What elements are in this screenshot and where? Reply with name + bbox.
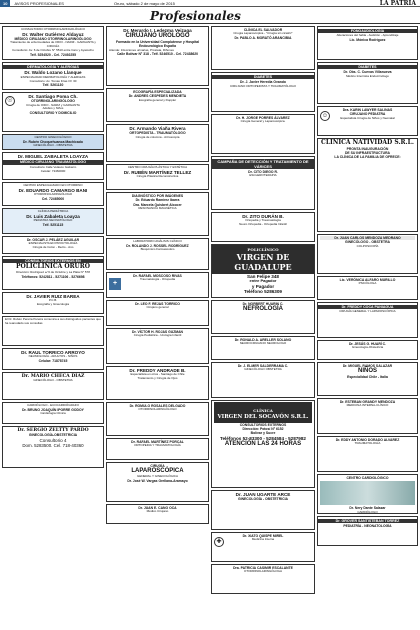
ad-rejas [106, 300, 209, 326]
ad-doctor-name: Dr. ROMULO ROSALES DELGADO [129, 404, 186, 408]
ad-address: y Pagador [251, 283, 275, 289]
ad-phone: Telf. 5254520 - Cel. 72492255 [29, 52, 77, 57]
ad-address: Consultorio: Av. Tomas Frias Of. 30 [29, 78, 77, 83]
newspaper-brand: LA PATRIA [379, 0, 416, 7]
ad-doctor-name: Dr. JUAN UGARTE ARCE [235, 492, 291, 497]
top-bar [0, 0, 420, 7]
ad-specialty: OTORRINOLARINGÓLOGO [33, 192, 73, 197]
ad-category: CENTRO CIRUGÍA PLÁSTICA Y ESTÉTICA [127, 165, 188, 169]
ad-specialty: Cirugía Plástica Reconstructiva [136, 174, 179, 179]
ad-hours: ATENCIÓN LAS 24 HORAS [224, 440, 302, 447]
ad-specialty: CIRUJANO UROLOGO [125, 33, 190, 40]
issue-date: Oruro, sábado 2 de mayo de 2015 [113, 0, 175, 6]
ad-specialty: GINECÓLOGO - OBSTETRA [33, 143, 73, 147]
ad-doctor-name: Dr. ESTEBAN GRANDY MENDOZA [339, 400, 396, 404]
ad-doctor-name: Dr. ANDRES CESPEDES MENDIETA [128, 94, 187, 99]
section-header [0, 8, 420, 24]
ad-doctor-name: Lic. VERÓNICA ALFARO MURILLO [339, 278, 396, 282]
ad-porres [211, 114, 315, 154]
ad-specialty: PEDIATRA NEONATÓLOGO [33, 218, 73, 223]
ad-doctor-name: Dr. J. Javier Heredia Ovando [240, 80, 286, 85]
ad-doctor-name: Dr. RAFAEL MARTÍNEZ PORCAL [131, 440, 184, 444]
ad-centro-ginecologico [2, 134, 104, 150]
ad-doctor-name: Dr. RUBÉN MARTÍNEZ TELLEZ [123, 169, 192, 175]
ad-category: CONSULTORIO OTORRINOLARINGOLÓGICO [21, 27, 85, 31]
ad-specialty: NEUMOLOGÍA - ADULTOS - NIÑOS [28, 354, 78, 359]
ad-category: CLÍNICA PEDIÁTRICA [37, 209, 69, 213]
ad-specialty: Ecografía y Ginecología [36, 302, 70, 307]
ad-specialty: MÉDICO CIRUJANO OTORRINOLARINGÓLOGO [14, 37, 92, 42]
ad-doctor-name: Dr. OSCAR J. PELÁEZ AGUILAR [26, 238, 80, 242]
ad-address: Dirección: Rodríguez e/ 6 de Octubre y La Plata N° 578 [16, 270, 90, 275]
ad-phone: Celular: 72460000 [40, 168, 66, 173]
ad-specialty: Cirugía Pediátrica - Urología Infantil [133, 333, 182, 338]
ad-text: Cirugía de Colon - Recto - Ano [32, 245, 74, 249]
ad-heading: CONSULTORIOS EXTERNOS EN [3, 259, 103, 263]
ad-specialty: Bioquímico Farmacéutico [140, 247, 175, 251]
ad-virgen-guadalupe [211, 244, 315, 298]
ad-category: CENTRO ESPECIALIZADO EN OTORRINO [23, 183, 83, 187]
ad-doctor-name: Dr. Walter Gutiérrez Aldayuz [22, 31, 84, 37]
column-2 [106, 26, 209, 626]
ad-specialty: GINECÓLOGO - OBSTETRA [344, 240, 391, 245]
ad-specialty: TRAUMATOLOGÍA [354, 441, 381, 446]
ad-text: Cirugía de columna - Artroscopía [135, 134, 180, 139]
ad-clinic-name: VIRGEN DEL SOCAVÓN S.R.L. [217, 414, 309, 420]
ad-doctor-name: Dr. MARIO CHECA DIAZ [21, 374, 85, 379]
ad-doctor-name: Dr. EDDY ANTONIO DORADO ALVAREZ [335, 438, 400, 442]
ad-phone: Teléfonos 52-83300 - 5284584 - 5287982 [220, 435, 306, 441]
ad-doctor-name: Dr. FREDDY ANDRADE B. [129, 368, 186, 373]
ad-andrade [106, 366, 209, 400]
ad-doctor-name: Dr. JAVIER RUIZ BAREA [26, 294, 80, 299]
ad-text: Atiende: Infecciones urinarias, Próstata, Riñones [109, 47, 174, 52]
ear-icon: ☉ [5, 96, 15, 106]
ad-specialty: ORTOPEDIA Y TRAUMATOLOGÍA [134, 443, 181, 448]
ad-category: CLÍNICA [253, 408, 273, 413]
child-icon: ☺ [321, 113, 329, 119]
ad-specialty: Cirugía General y Laparoscópica. [240, 119, 286, 124]
ad-specialty: MEDICINA INTERNA-CLÍNICO [346, 403, 389, 408]
ad-ugarte [211, 490, 315, 530]
ad-specialty: Médico Internista Endocrinólogo [346, 73, 389, 78]
ad-doctor-name: Dr. J. ELMER SALDERRAMA C. [237, 364, 289, 368]
ad-diagnostico-imagenes [106, 192, 209, 236]
ad-category: ECOGRAFÍA ESPECIALIZADA [133, 90, 182, 94]
ad-phone: Teléfonos: 5242811 - 5271106 - 5276698 [21, 275, 85, 280]
ad-doctor-name: Dr. RAFAEL MOSCOSO RIVAS [133, 274, 182, 278]
ad-ledezma [106, 26, 209, 86]
ad-text: CONSULTORIOS EXTERNOS [239, 422, 287, 427]
ad-text: DE SU INFRAESTRUCTURA [344, 151, 391, 156]
ad-specialty: LAPAROSCÓPICA [131, 468, 184, 475]
ad-phone: Telf. 5261130 [42, 83, 64, 88]
ad-pelaez [2, 236, 104, 254]
ad-specialty: Cirujano general [146, 305, 169, 310]
ad-doctor-name: Dr. SERGIO ZELTTY PARDO [17, 428, 89, 433]
ad-text: Cirugía Laparoscópica - "Cirugía sin cicatriz" [233, 31, 293, 36]
ad-iporre [2, 402, 104, 424]
ad-clinic-name: POLICLÍNICA ORURO [15, 263, 91, 271]
ad-dorado [317, 436, 418, 472]
ad-doctor-name: Dra. KARIN LAWYER SALINAS [342, 108, 393, 112]
ad-checa [2, 372, 104, 400]
ad-phone: Celular: 71878745 [38, 359, 68, 364]
ad-doctor-name: Dr. BRUNO JOAQUÍN IPORRE GODOY [22, 407, 84, 412]
ad-coca [317, 302, 418, 338]
ad-category: POLICLÍNICO [247, 247, 279, 252]
ad-doctor-name: Dr. VÍCTOR H. ROJAS GUZMAN [132, 330, 183, 334]
ad-specialty: OTORRINOLARINGÓLOGO [31, 99, 75, 104]
ad-doctor-name: Dr. JUAN CARLOS MENDOZA MEDRANO [320, 236, 415, 240]
ad-doctor-name: Dr. Santiago Poma Ch. [28, 94, 78, 99]
ad-zito-duran [211, 212, 315, 242]
column-4 [317, 26, 418, 626]
ad-specialty: GINECOLOGÍA-OBSTETRICIA [28, 433, 78, 438]
ad-martinez-porcal [106, 438, 209, 460]
page-number: 10 [0, 0, 10, 7]
ad-heading: DIABETES [318, 65, 417, 69]
ad-heading: CENTRO CARDIOLÓGICO [346, 476, 389, 480]
ad-text: Especialista en otros - Santiago de Chile [130, 372, 185, 377]
ad-torrico [2, 348, 104, 370]
clinic-logo-icon: + [109, 278, 121, 290]
ad-banner [214, 402, 312, 423]
ad-heading: DIABETES [212, 75, 314, 79]
ad-specialty: Medicina Interna [251, 537, 275, 542]
ad-clinica-pediatrica [2, 208, 104, 234]
ad-doctor-name: Dr. NORBERT HUARIN C. [242, 302, 284, 306]
ad-mendoza-medrano [317, 234, 418, 274]
ad-doctor-name: Dr. PABLO A. MORATÓ ARANCIBIA [234, 36, 292, 40]
ad-text: Formado en la Universidad Complutense y Hospital Endourológico España [115, 40, 200, 49]
column-1 [2, 26, 104, 626]
ad-camargo [2, 182, 104, 206]
ad-specialty: Traumatología - Ortopedia [139, 277, 176, 282]
ad-fonoaudiologia [317, 26, 418, 60]
ad-specialty: MÉDICO CIRUJANO TRAUMATÓLOGO [3, 160, 103, 164]
ad-heading: CAMPAÑA DE DETECCIÓN Y TRATAMIENTO DE VÁRICES [212, 159, 314, 169]
ad-specialty: Tratamiento y Cirugía de Ojos [137, 376, 178, 381]
ad-address: Calle Bolívar N° 318 - Telf. 5246510 - Cel. 72438620 [116, 52, 199, 57]
ad-viana [106, 124, 209, 162]
ad-zeltty [2, 426, 104, 468]
ad-doctor-name: Dr. Luis Zabaleta Loayza [26, 213, 80, 219]
ad-address: San Felipe 348 [247, 274, 279, 279]
ad-address: Consultorio: Av. 6 de Octubre N° 5510 entre Caro y Ayacucho [12, 47, 94, 52]
ad-doctor-name: Dra. PATRICIA CASIMIR ESCALANTE [233, 566, 293, 570]
ad-moscoso [106, 272, 209, 298]
ad-specialty: PEDIATRÍA - NEONATOLOGÍA [343, 524, 392, 529]
ad-address: entre Pagador [249, 278, 277, 284]
ad-huari [317, 340, 418, 360]
ad-ruiz-barea [2, 292, 104, 314]
ad-rojas-guzman [106, 328, 209, 364]
ad-address: Consultorio Calle Velasco Galvarro [29, 164, 77, 169]
ad-doctor-name: Dr. MIGUEL ZABALETA LOAYZA [17, 154, 89, 159]
ad-heading: CIRUGÍA [150, 464, 165, 468]
ad-heading: FONOAUDIOLOGÍA [318, 29, 417, 33]
ad-salderrama [211, 362, 315, 398]
ad-pereira-notice [2, 316, 104, 346]
ad-doctor-name: Dr. JESÚS G. HUARÍ C. [348, 342, 387, 346]
ad-doctor-name: Dr. ROLANDO J. ROSSEL RODRÍGUEZ [126, 243, 189, 248]
ad-text: LA CLÍNICA DE LA FAMILIA DE OFRECE: [334, 155, 401, 160]
ad-text: Ecografía general y Doppler [138, 97, 177, 102]
ad-specialty: Médico Cirujano [146, 509, 169, 514]
ad-text: RESONANCIA MAGNÉTICA [138, 205, 177, 210]
ad-doctor-name: Dr. EDUARDO CAMARGO BANI [18, 187, 88, 193]
ad-specialty: ORTOPEDISTA - TRAUMATÓLOGO [129, 131, 186, 136]
ad-specialty: NEFROLOGÍA [243, 306, 283, 313]
ad-ramos [317, 362, 418, 396]
ad-casimir [211, 564, 315, 594]
ad-doctor-name: Dr. LEO F. REJAS TORRICO [135, 302, 180, 306]
ad-specialty: CARDIÓLOGO [357, 509, 378, 514]
ad-alfaro [317, 276, 418, 300]
ad-otorrino-gutierrez [2, 26, 104, 60]
ad-specialty: CIRUJANO PEDIATRA [349, 112, 386, 117]
ad-text: Tratamiento de enfermedades de OIDO - NARIZ - GARGANTA y CIRUGÍA [10, 40, 96, 49]
ad-centro-cardiologico [317, 474, 418, 514]
ad-otorrino-poma [2, 92, 104, 132]
ad-text: Adultos y Niños [42, 106, 64, 111]
ad-specialty: Ortopedia y Traumatología [245, 218, 281, 223]
ad-cespedes [106, 88, 209, 122]
ad-specialty: CIRUGÍA GENERAL Y LAPAROSCÓPICA [339, 309, 396, 314]
ad-grandy [317, 398, 418, 434]
ad-phone: Teléfono 5286309 [244, 289, 282, 295]
ad-rossel [106, 238, 209, 270]
ad-specialty: Cardiología Clínica [40, 411, 66, 415]
ad-text: P.C.B. [48, 298, 58, 303]
ad-huarin [211, 300, 315, 334]
ad-doctor-name: Dr. ZITO DURÁN B. [242, 214, 284, 219]
ad-specialty: ESCLEROTERAPIA [249, 173, 277, 178]
section-label: AVISOS PROFESIONALES [14, 0, 64, 6]
ad-heredia [211, 72, 315, 112]
ad-banner [212, 245, 314, 274]
ad-dermatologia [2, 62, 104, 90]
ad-clinica-natividad [317, 138, 418, 232]
ad-address: Bolívar y Sucre [250, 431, 276, 436]
ad-text: Neuro Ortopedia - Ortopedia Infantil [239, 222, 287, 227]
ad-clinica-el-salvador [211, 26, 315, 70]
page-title: Profesionales [150, 9, 241, 23]
ad-text: Consultorio 4 [39, 437, 67, 443]
ad-doctor-name: Dr. H. JORGE PORRES ÁLVAREZ [236, 116, 290, 120]
ad-doctor-name: Dr. Rubén Choquehuanca Machicado [23, 139, 83, 144]
ad-cirugia-laparoscopica [106, 462, 209, 502]
ad-text: GENERAL Y GINECOLÓGICA [137, 474, 178, 479]
ad-address: Dirección: Potosí N° 6152 [242, 427, 284, 431]
ad-text: Especialista Cirugía de Niños y Neonatal [340, 115, 395, 120]
ad-specialty: ESPECIALIDAD DERMATOLOGÍA Y ALERGIAS [20, 74, 86, 79]
ad-virgen-socavon [211, 400, 315, 488]
ad-specialty: ESPECIALISTA EN PROCTOLOGÍA [28, 241, 78, 246]
ad-santisteban [317, 516, 418, 546]
ad-text: Cirugía de OIDO - NARIZ y GARGANTA [26, 102, 80, 107]
ad-quispe [211, 532, 315, 562]
ad-specialty: GINECÓLOGO - OBSTETRA [33, 378, 73, 383]
ad-specialty: OTORRINOLARINGÓLOGO [138, 407, 177, 412]
ad-doctor-name: Dr. Waldo Lozano Llanque [24, 70, 82, 76]
ad-text: COLPOSCOPÍA [356, 243, 379, 248]
ad-doctor-name: Dra. Marcela Quisbert Alcocer [133, 202, 182, 207]
ad-category: CARDIÓLOGO - ECOCARDIÓGRAFO [27, 403, 79, 407]
ad-specialty: GINECÓLOGO OBSTETRA [244, 367, 282, 372]
ad-specialty: OTORRINOLARINGÓLOGA [244, 569, 282, 574]
ad-doctor-name: Dr. RAUL TORRICO ARROYO [21, 350, 85, 355]
ad-heading: DIAGNÓSTICO POR IMÁGENES [131, 194, 184, 198]
ad-clinic-name: VIRGEN DE GUADALUPE [234, 252, 292, 272]
ad-policlinica-oruro [2, 256, 104, 290]
ad-zabaleta [2, 152, 104, 180]
medical-cross-icon: ✚ [214, 537, 224, 547]
ad-doctor-name: Dr. Eduardo Ramírez Ibarra [135, 198, 180, 203]
ad-specialty: NIÑOS [357, 368, 377, 375]
ad-text: Especialidad Chile - Italia [347, 375, 388, 380]
ad-specialty: GINECOLOGÍA - OBSTETRICIA [238, 497, 288, 502]
ad-doctor-name: Lic. Mónica Rodríguez [349, 38, 386, 43]
ad-heading: DERMATOLOGÍA Y ALERGIAS [3, 65, 103, 69]
ad-doctor-name: Dr. XIATO QUISPE MIREL [242, 534, 284, 538]
ad-cuevas [317, 62, 418, 104]
ad-category: CENTRO GINECOLÓGICO [34, 135, 72, 139]
ad-phone: Dom. 5283500. Cel. 718-40360 [22, 442, 84, 448]
ad-doctor-name: Dr. RONALD A. ARELLER SOLANO [234, 338, 292, 342]
ad-campana-varices [211, 156, 315, 210]
ad-photo [320, 481, 415, 505]
ad-phone: Cel. 72465000 [41, 196, 65, 201]
ad-cano [106, 504, 209, 524]
ad-text: Alteraciones del habla - Audición - Aprendizaje [336, 33, 399, 38]
ad-category: LABORATORIO ANÁLISIS CLÍNICO [133, 239, 182, 243]
ad-lawyer [317, 106, 418, 136]
column-3 [211, 26, 315, 626]
ad-category: CLÍNICA EL SALVADOR [243, 28, 283, 32]
ad-doctor-name: Dr. Obs. C. Cuevas Villanueva [343, 70, 392, 75]
ad-doctor-name: Dr. JUAN E. CANO OCA [138, 506, 177, 510]
ad-specialty: CIRUJANO ORTOPEDISTA Y TRAUMATÓLOGO [230, 83, 296, 88]
ad-text: PRONTA INAUGURACIÓN [346, 146, 389, 151]
ad-doctor-name: Dr. Nery Dante Salazar [349, 506, 386, 511]
ad-rosales [106, 402, 209, 436]
ad-martinez-tellez [106, 164, 209, 190]
ad-specialty: NEUROCIRUJANO NEUROLOGO [239, 341, 287, 346]
ad-phone: Telf. 5251115 [42, 222, 64, 227]
ad-doctor-name: Dr. MIGUEL RAMOS SALAZAR [342, 364, 393, 368]
ad-doctor-name: Dr. CITO DIEGO R. [248, 170, 278, 174]
ad-doctor-name: Dr. GROVER SANTISTEBAN TORREZ [318, 519, 417, 523]
ad-doctor-name: Dr. FREDDY COCA PANIAGUA [318, 305, 417, 309]
ad-text: CONSULTORIO Y DOMICILIO [29, 111, 77, 116]
ad-doctor-name: Dr. José W. Vargas Orellana-Aramayo [127, 478, 188, 483]
ad-areller [211, 336, 315, 360]
ad-text: El Dr. Rubén Pereira Pereira comunica a sus distinguidos pacientes que ha reanudado sus consultas [5, 317, 101, 325]
ad-specialty: Ginecología-Obstetricia [351, 345, 384, 350]
ad-specialty: PSICÓLOGA [358, 281, 377, 286]
ad-doctor-name: Dr. Armando Viaña Rivera [129, 126, 186, 131]
ad-doctor-name: Dr. Merardo I. Ledezma Veizaga [123, 28, 192, 33]
ad-clinic-name: CLÍNICA NATIVIDAD S.R.L. [321, 139, 414, 146]
